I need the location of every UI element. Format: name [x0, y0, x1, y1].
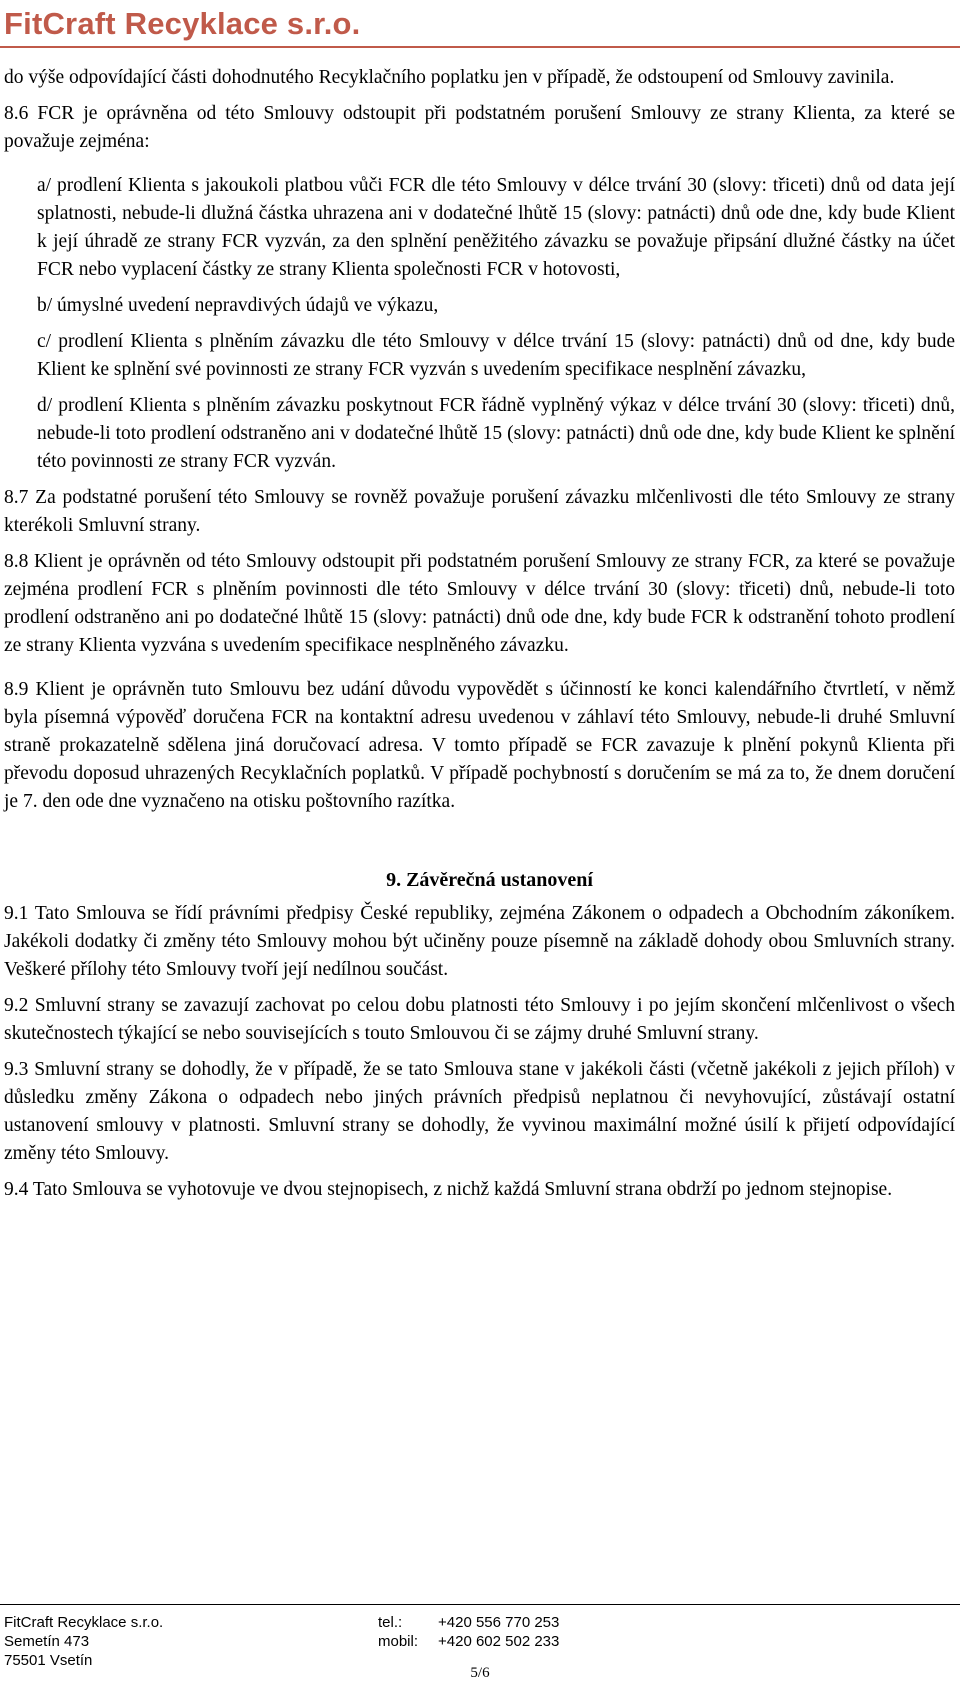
clause-8-7: 8.7 Za podstatné porušení této Smlouvy se rovněž považuje porušení závazku mlčenlivosti dle této Smlouvy ze strany kterékoli Smluvní strany.: [4, 487, 955, 536]
footer-street: Semetín 473: [4, 1633, 90, 1650]
page-number: 5/6: [470, 1665, 490, 1681]
footer-address: [4, 1613, 163, 1670]
clause-8-6: 8.6 FCR je oprávněna od této Smlouvy odstoupit při podstatném porušení Smlouvy ze strany Klienta, za které se považuje zejména:: [4, 103, 955, 152]
document-body: [4, 64, 955, 1212]
clause-9-3: 9.3 Smluvní strany se dohodly, že v případě, že se tato Smlouva stane v jakékoli části (včetně jakékoli z jejich příloh) v důsledku změny Zákona o odpadech nebo jiných právních předpisů neplatnou či nevyhovující, zůstávají ostatní ustanovení smlouvy v platnosti. Smluvní strany se dohodly, že vyvinou maximální možné úsilí k přijetí odpovídající změny této Smlouvy.: [4, 1059, 955, 1164]
footer-tel: +420 556 770 253: [438, 1614, 560, 1631]
footer-company: FitCraft Recyklace s.r.o.: [4, 1614, 164, 1631]
footer-mobil-label: mobil:: [378, 1633, 419, 1650]
section-heading-9: 9. Závěrečná ustanovení: [386, 869, 593, 891]
footer-tel-label: tel.:: [378, 1614, 403, 1631]
footer-contact-labels: [378, 1613, 418, 1651]
clause-8-6-item-b: b/ úmyslné uvedení nepravdivých údajů ve výkazu,: [37, 295, 439, 316]
footer-mobil: +420 602 502 233: [438, 1633, 560, 1650]
company-brand-header: FitCraft Recyklace s.r.o.: [4, 6, 361, 41]
footer-contact-values: [438, 1613, 559, 1651]
paragraph-continuation: do výše odpovídající části dohodnutého Recyklačního poplatku jen v případě, že odstoupení od Smlouvy zavinila.: [4, 67, 895, 88]
clause-9-4: 9.4 Tato Smlouva se vyhotovuje ve dvou stejnopisech, z nichž každá Smluvní strana obdrží po jednom stejnopise.: [4, 1179, 893, 1200]
clause-8-6-item-d: d/ prodlení Klienta s plněním závazku poskytnout FCR řádně vyplněný výkaz v délce trvání 30 (slovy: třiceti) dnů, nebude-li toto prodlení odstraněno ani v dodatečné lhůtě 15 (slovy: patnácti) dnů ode dne, kdy bude Klient ke splnění této povinnosti ze strany FCR vyzván.: [37, 395, 955, 472]
footer-divider: [0, 1604, 960, 1605]
header-divider: [0, 46, 960, 48]
clause-9-1: 9.1 Tato Smlouva se řídí právními předpisy České republiky, zejména Zákonem o odpadech a Obchodním zákoníkem. Jakékoli dodatky či změny této Smlouvy mohou být učiněny pouze písemně na základě dohody obou Smluvních strany. Veškeré přílohy této Smlouvy tvoří její nedílnou součást.: [4, 903, 955, 980]
clause-8-6-item-a: a/ prodlení Klienta s jakoukoli platbou vůči FCR dle této Smlouvy v délce trvání 30 (slovy: třiceti) dnů od data její splatnosti, nebude-li dlužná částka uhrazena ani v dodatečné lhůtě 15 (slovy: patnácti) dnů ode dne, kdy bude Klient k její úhradě ze strany FCR vyzván, za den splnění peněžitého závazku se považuje připsání dlužné částky na účet FCR nebo vyplacení částky ze strany Klienta společnosti FCR v hotovosti,: [37, 175, 955, 280]
footer-city: 75501 Vsetín: [4, 1652, 93, 1669]
clause-8-6-item-c: c/ prodlení Klienta s plněním závazku dle této Smlouvy v délce trvání 15 (slovy: patnácti) dnů od dne, kdy bude Klient ke splnění své povinnosti ze strany FCR vyzván s uvedením specifikace nesplnění závazku,: [37, 331, 955, 380]
clause-9-2: 9.2 Smluvní strany se zavazují zachovat po celou dobu platnosti této Smlouvy i po jejím skončení mlčenlivost o všech skutečnostech týkající se nebo souvisejících s touto Smlouvou či se zájmy druhé Smluvní strany.: [4, 995, 955, 1044]
clause-8-9: 8.9 Klient je oprávněn tuto Smlouvu bez udání důvodu vypovědět s účinností ke konci kalendářního čtvrtletí, v němž byla písemná výpověď doručena FCR na kontaktní adresu uvedenou v záhlaví této Smlouvy, nebude-li druhé Smluvní straně prokazatelně sdělena jiná doručovací adresa. V tomto případě se FCR zavazuje k plnění pokynů Klienta při převodu doposud uhrazených Recyklačních poplatků. V případě pochybností s doručením se má za to, že dnem doručení je 7. den ode dne vyznačeno na otisku poštovního razítka.: [4, 679, 955, 812]
clause-8-8: 8.8 Klient je oprávněn od této Smlouvy odstoupit při podstatném porušení Smlouvy ze strany FCR, za které se považuje zejména prodlení FCR s plněním povinnosti dle této Smlouvy v délce trvání 30 (slovy: třiceti) dnů, nebude-li toto prodlení odstraněno ani po dodatečné lhůtě 15 (slovy: patnácti) dnů ode dne, kdy bude FCR k odstranění tohoto prodlení ze strany Klienta vyzvána s uvedením specifikace nesplněného závazku.: [4, 551, 955, 656]
